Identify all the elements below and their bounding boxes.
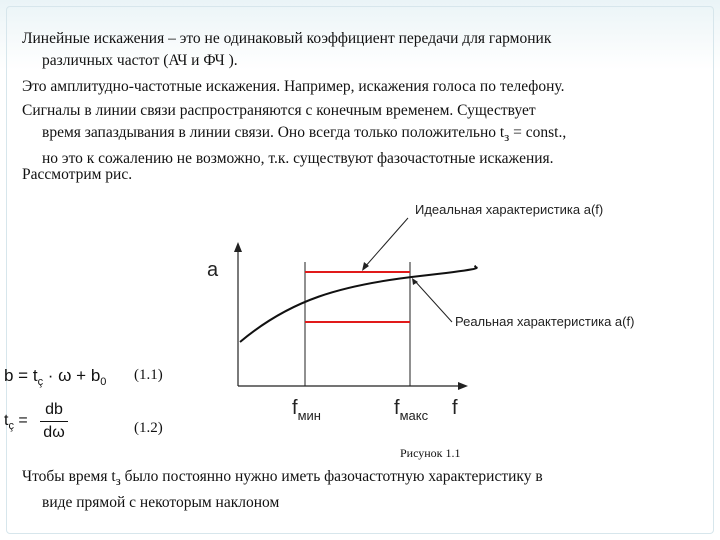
f2-numerator: db: [45, 401, 63, 418]
paragraph-amplitude-distortion: Это амплитудно-частотные искажения. Например, искажения голоса по телефону.: [22, 78, 565, 95]
figure-caption: Рисунок 1.1: [400, 446, 461, 460]
p5-line1-sub: з: [115, 473, 121, 489]
p1-line2: различных частот (АЧ и ФЧ ).: [42, 52, 238, 69]
f2-denominator: dω: [43, 424, 65, 441]
p1-line1: Линейные искажения – это не одинаковый коэффициент передачи для гармоник: [22, 30, 552, 47]
p5-line1-end: было постоянно нужно иметь фазочастотную характеристику в: [120, 468, 543, 485]
f2-eq: =: [13, 412, 28, 429]
f2-fraction: [40, 400, 68, 443]
f2-fraction-bar: [40, 421, 68, 422]
f2-t: t: [4, 412, 9, 429]
ideal-label-pointer: [364, 218, 408, 268]
p3-line1: Сигналы в линии связи распространяются с конечным временем. Существует: [22, 102, 536, 119]
f1-b-sub: ç: [37, 376, 44, 388]
formula-1-2: [4, 400, 68, 446]
paragraph-consider-figure: Рассмотрим рис.: [22, 166, 133, 183]
paragraph-phase-characteristic: [22, 466, 702, 514]
fmin-main: f: [292, 397, 298, 419]
ideal-characteristic-label: Идеальная характеристика a(f): [415, 202, 604, 217]
x-axis-label-f: f: [452, 397, 458, 419]
f2-t-sub: ç: [8, 420, 14, 432]
f2-lhs: [4, 412, 28, 432]
fmax-sub: макс: [399, 408, 429, 423]
p3-line2-sub: з: [504, 129, 510, 145]
p3-line3: но это к сожалению не возможно, т.к. существуют фазочастотные искажения.: [42, 150, 554, 168]
f1-b0-sub: 0: [100, 376, 107, 388]
p3-line2-text: время запаздывания в линии связи. Оно всегда только положительно t: [42, 124, 505, 141]
real-characteristic-curve: [240, 266, 477, 342]
p5-line2: виде прямой с некоторым наклоном: [42, 494, 280, 512]
equation-number-1-2: (1.2): [134, 420, 163, 436]
real-label-pointer: [414, 280, 452, 322]
fmax-main: f: [394, 397, 400, 419]
f1-rest: · ω + b: [43, 366, 101, 385]
p5-line1: [22, 468, 543, 489]
y-axis-label-a: a: [207, 259, 219, 281]
fmax-label: [394, 397, 429, 423]
fmin-label: [292, 397, 321, 423]
x-axis-arrowhead: [458, 382, 468, 390]
p3-line2-end: = const.,: [509, 124, 567, 141]
real-characteristic-label: Реальная характеристика a(f): [455, 314, 635, 329]
formula-1-1: [4, 366, 106, 388]
f1-b: b = t: [4, 366, 38, 385]
fmin-sub: мин: [297, 408, 321, 423]
y-axis-arrowhead: [234, 242, 242, 252]
p5-line1-text: Чтобы время t: [22, 468, 116, 485]
equation-number-1-1: (1.1): [134, 367, 163, 383]
